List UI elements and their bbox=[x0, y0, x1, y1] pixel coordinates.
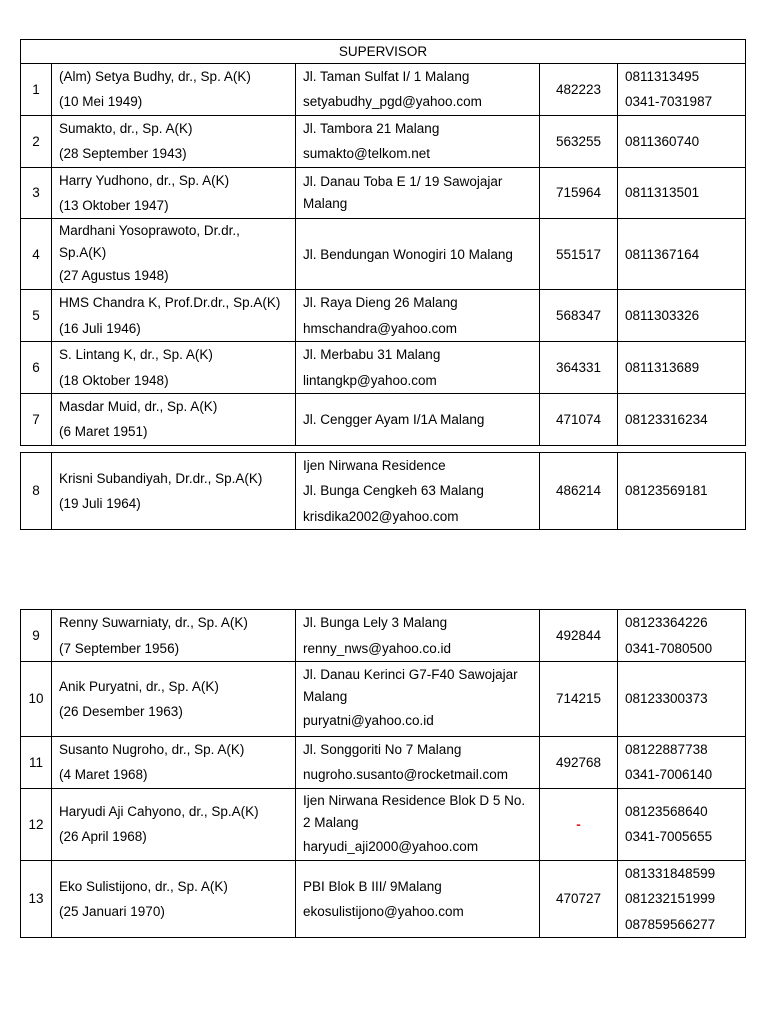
table-title-row bbox=[21, 40, 746, 64]
row-number: 6 bbox=[21, 342, 52, 394]
row-number: 13 bbox=[21, 860, 52, 937]
email: sumakto@telkom.net bbox=[303, 146, 431, 162]
address-cell bbox=[296, 610, 540, 662]
office-phone: 482223 bbox=[540, 64, 618, 116]
address-cell bbox=[296, 662, 540, 737]
supervisor-name: Susanto Nugroho, dr., Sp. A(K) bbox=[59, 742, 245, 757]
email: puryatni@yahoo.co.id bbox=[303, 713, 434, 729]
name-cell bbox=[52, 453, 296, 530]
table-row bbox=[21, 64, 746, 116]
supervisor-name: Harry Yudhono, dr., Sp. A(K) bbox=[59, 172, 230, 188]
row-number: 1 bbox=[21, 64, 52, 116]
phone-cell bbox=[618, 219, 746, 290]
office-phone: 715964 bbox=[540, 167, 618, 219]
mobile-phone-3: 087859566277 bbox=[625, 916, 716, 932]
table-row bbox=[21, 610, 746, 662]
office-phone: 551517 bbox=[540, 219, 618, 290]
mobile-phone: 0811367164 bbox=[625, 246, 700, 262]
phone-cell bbox=[618, 394, 746, 446]
phone-cell bbox=[618, 167, 746, 219]
birth-date: (13 Oktober 1947) bbox=[59, 198, 169, 214]
mobile-phone: 08123569181 bbox=[625, 483, 708, 499]
phone-cell bbox=[618, 860, 746, 937]
birth-date: (19 Juli 1964) bbox=[59, 496, 141, 512]
home-phone: 0341-7080500 bbox=[625, 640, 713, 656]
address-cell bbox=[296, 115, 540, 167]
home-phone: 0341-7005655 bbox=[625, 829, 713, 845]
address-cell bbox=[296, 167, 540, 219]
office-phone: 714215 bbox=[540, 662, 618, 737]
name-cell bbox=[52, 64, 296, 116]
birth-date: (27 Agustus 1948) bbox=[59, 268, 169, 284]
row-number: 2 bbox=[21, 115, 52, 167]
phone-cell bbox=[618, 788, 746, 860]
name-cell bbox=[52, 167, 296, 219]
supervisor-name: Masdar Muid, dr., Sp. A(K) bbox=[59, 399, 218, 415]
supervisor-name: Haryudi Aji Cahyono, dr., Sp.A(K) bbox=[59, 803, 259, 819]
birth-date: (26 Desember 1963) bbox=[59, 704, 183, 719]
mobile-phone: 08122887738 bbox=[625, 742, 708, 757]
phone-cell bbox=[618, 342, 746, 394]
office-phone bbox=[540, 788, 618, 860]
address: Jl. Cengger Ayam I/1A Malang bbox=[303, 411, 485, 427]
office-phone: 364331 bbox=[540, 342, 618, 394]
address-cell bbox=[296, 394, 540, 446]
name-cell bbox=[52, 788, 296, 860]
address-cell bbox=[296, 788, 540, 860]
name-cell bbox=[52, 662, 296, 737]
name-cell bbox=[52, 290, 296, 342]
birth-date: (6 Maret 1951) bbox=[59, 424, 148, 440]
address-cell bbox=[296, 453, 540, 530]
address-cell bbox=[296, 342, 540, 394]
office-phone: 470727 bbox=[540, 860, 618, 937]
birth-date: (26 April 1968) bbox=[59, 829, 147, 845]
address: Jl. Danau Toba E 1/ 19 Sawojajar Malang bbox=[303, 174, 503, 212]
supervisor-name: HMS Chandra K, Prof.Dr.dr., Sp.A(K) bbox=[59, 295, 281, 311]
name-cell bbox=[52, 860, 296, 937]
email: lintangkp@yahoo.com bbox=[303, 372, 437, 388]
address-cell bbox=[296, 219, 540, 290]
birth-date: (16 Juli 1946) bbox=[59, 320, 141, 336]
address: Jl. Bendungan Wonogiri 10 Malang bbox=[303, 246, 513, 262]
address-line: Ijen Nirwana Residence bbox=[303, 458, 446, 473]
supervisor-name: (Alm) Setya Budhy, dr., Sp. A(K) bbox=[59, 69, 251, 84]
phone-cell bbox=[618, 64, 746, 116]
email: haryudi_aji2000@yahoo.com bbox=[303, 838, 479, 854]
supervisor-table bbox=[20, 39, 746, 446]
home-phone: 0341-7006140 bbox=[625, 767, 713, 783]
birth-date: (18 Oktober 1948) bbox=[59, 372, 169, 388]
home-phone: 0341-7031987 bbox=[625, 94, 713, 110]
address-cell bbox=[296, 64, 540, 116]
phone-cell bbox=[618, 662, 746, 737]
address: Jl. Taman Sulfat I/ 1 Malang bbox=[303, 69, 470, 84]
table-row bbox=[21, 167, 746, 219]
office-phone-empty: - bbox=[576, 816, 581, 832]
row-number: 8 bbox=[21, 453, 52, 530]
address: Jl. Bunga Cengkeh 63 Malang bbox=[303, 483, 484, 499]
table-row bbox=[21, 394, 746, 446]
address: Jl. Danau Kerinci G7-F40 Sawojajar Malang bbox=[303, 667, 518, 705]
supervisor-name: S. Lintang K, dr., Sp. A(K) bbox=[59, 347, 213, 363]
email: hmschandra@yahoo.com bbox=[303, 320, 458, 336]
office-phone: 492768 bbox=[540, 737, 618, 789]
mobile-phone: 08123568640 bbox=[625, 803, 708, 819]
email: nugroho.susanto@rocketmail.com bbox=[303, 767, 509, 783]
row-number: 12 bbox=[21, 788, 52, 860]
address: Jl. Raya Dieng 26 Malang bbox=[303, 295, 458, 311]
phone-cell bbox=[618, 115, 746, 167]
birth-date: (25 Januari 1970) bbox=[59, 903, 165, 919]
office-phone: 471074 bbox=[540, 394, 618, 446]
table-row bbox=[21, 115, 746, 167]
address: Jl. Tambora 21 Malang bbox=[303, 120, 440, 136]
phone-cell bbox=[618, 290, 746, 342]
address: Jl. Merbabu 31 Malang bbox=[303, 347, 441, 363]
mobile-phone: 081331848599 bbox=[625, 865, 716, 881]
row-number: 10 bbox=[21, 662, 52, 737]
address-cell bbox=[296, 737, 540, 789]
table-row bbox=[21, 219, 746, 290]
address: Jl. Bunga Lely 3 Malang bbox=[303, 615, 448, 631]
name-cell bbox=[52, 115, 296, 167]
name-cell bbox=[52, 219, 296, 290]
table-row bbox=[21, 737, 746, 789]
address: Jl. Songgoriti No 7 Malang bbox=[303, 742, 462, 757]
mobile-phone: 08123316234 bbox=[625, 411, 708, 427]
mobile-phone: 0811313495 bbox=[625, 69, 700, 84]
name-cell bbox=[52, 342, 296, 394]
table-row bbox=[21, 342, 746, 394]
office-phone: 492844 bbox=[540, 610, 618, 662]
name-cell bbox=[52, 737, 296, 789]
mobile-phone: 08123364226 bbox=[625, 615, 708, 631]
birth-date: (7 September 1956) bbox=[59, 640, 180, 656]
office-phone: 486214 bbox=[540, 453, 618, 530]
mobile-phone: 0811313501 bbox=[625, 185, 700, 201]
address: Ijen Nirwana Residence Blok D 5 No. 2 Malang bbox=[303, 792, 526, 830]
address: PBI Blok B III/ 9Malang bbox=[303, 878, 442, 894]
name-cell bbox=[52, 394, 296, 446]
supervisor-table-2 bbox=[20, 452, 746, 530]
table-row bbox=[21, 788, 746, 860]
mobile-phone: 08123300373 bbox=[625, 691, 708, 707]
supervisor-name: Mardhani Yosoprawoto, Dr.dr., Sp.A(K) bbox=[59, 223, 240, 261]
birth-date: (4 Maret 1968) bbox=[59, 767, 148, 783]
birth-date: (10 Mei 1949) bbox=[59, 94, 143, 110]
email: krisdika2002@yahoo.com bbox=[303, 508, 459, 524]
address-cell bbox=[296, 860, 540, 937]
row-number: 4 bbox=[21, 219, 52, 290]
row-number: 7 bbox=[21, 394, 52, 446]
office-phone: 563255 bbox=[540, 115, 618, 167]
phone-cell bbox=[618, 610, 746, 662]
table-row bbox=[21, 290, 746, 342]
address-cell bbox=[296, 290, 540, 342]
supervisor-name: Eko Sulistijono, dr., Sp. A(K) bbox=[59, 878, 228, 894]
table-row bbox=[21, 860, 746, 937]
supervisor-table-3 bbox=[20, 609, 746, 938]
name-cell bbox=[52, 610, 296, 662]
row-number: 11 bbox=[21, 737, 52, 789]
mobile-phone: 0811360740 bbox=[625, 133, 700, 149]
mobile-phone: 0811313689 bbox=[625, 359, 700, 375]
phone-cell bbox=[618, 453, 746, 530]
mobile-phone-2: 081232151999 bbox=[625, 891, 716, 907]
email: setyabudhy_pgd@yahoo.com bbox=[303, 94, 482, 110]
office-phone: 568347 bbox=[540, 290, 618, 342]
supervisor-name: Sumakto, dr., Sp. A(K) bbox=[59, 120, 193, 136]
phone-cell bbox=[618, 737, 746, 789]
mobile-phone: 0811303326 bbox=[625, 308, 700, 324]
supervisor-name: Krisni Subandiyah, Dr.dr., Sp.A(K) bbox=[59, 470, 263, 486]
row-number: 5 bbox=[21, 290, 52, 342]
email: renny_nws@yahoo.co.id bbox=[303, 640, 452, 656]
table-row bbox=[21, 453, 746, 530]
table-row bbox=[21, 662, 746, 737]
row-number: 3 bbox=[21, 167, 52, 219]
table-title: SUPERVISOR bbox=[21, 40, 746, 64]
birth-date: (28 September 1943) bbox=[59, 146, 187, 162]
supervisor-name: Anik Puryatni, dr., Sp. A(K) bbox=[59, 678, 219, 694]
row-number: 9 bbox=[21, 610, 52, 662]
email: ekosulistijono@yahoo.com bbox=[303, 903, 464, 919]
supervisor-name: Renny Suwarniaty, dr., Sp. A(K) bbox=[59, 615, 248, 631]
